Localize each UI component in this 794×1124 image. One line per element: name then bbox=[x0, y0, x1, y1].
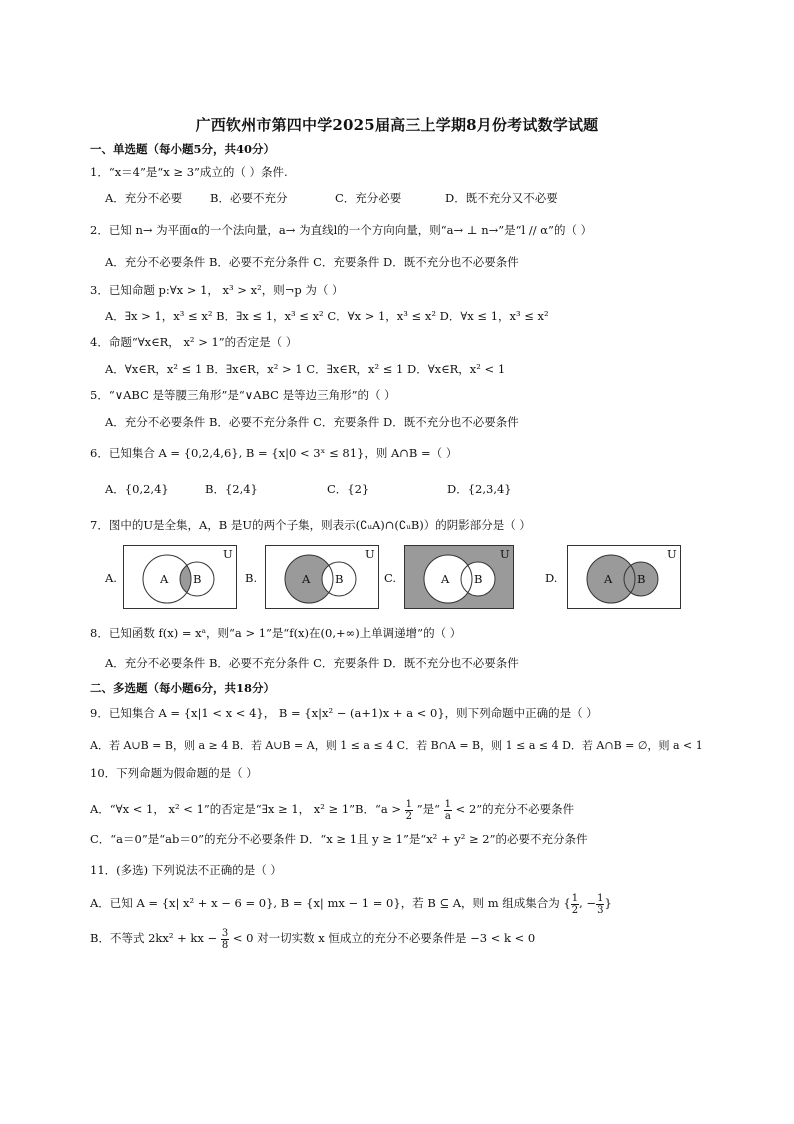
question-10-option-cd: C．“a＝0”是“ab＝0”的充分不必要条件 D．“x ≥ 1且 y ≥ 1”是“x² + y² ≥ 2”的必要不充分条件 bbox=[90, 832, 588, 846]
question-3-options: A．∃x > 1，x³ ≤ x² B．∃x ≤ 1，x³ ≤ x² C．∀x > 1，x³ ≤ x² D．∀x ≤ 1，x³ ≤ x² bbox=[105, 309, 549, 323]
q10-fraction-half bbox=[405, 799, 413, 822]
venn-a-set-a: A bbox=[160, 572, 169, 586]
fraction-denominator: 3 bbox=[597, 904, 604, 916]
question-10-option-ab bbox=[90, 795, 574, 823]
venn-a-set-b: B bbox=[193, 572, 202, 586]
question-5-stem: 5．“∨ABC 是等腰三角形”是“∨ABC 是等边三角形”的（ ） bbox=[90, 388, 396, 402]
question-2-stem: 2．已知 n→ 为平面α的一个法向量，a→ 为直线l的一个方向向量，则“a→ ⊥ n→”是“l // α”的（ ） bbox=[90, 223, 593, 237]
question-4-stem: 4．命题“∀x∈R， x² > 1”的否定是（ ） bbox=[90, 335, 298, 349]
venn-b-set-u: U bbox=[365, 547, 375, 561]
q7-option-b-label: B. bbox=[245, 571, 258, 585]
venn-c-set-a: A bbox=[441, 572, 450, 586]
venn-d-set-b: B bbox=[637, 572, 646, 586]
fraction-numerator: 1 bbox=[571, 892, 579, 904]
q1-option-b: B．必要不充分 bbox=[210, 191, 288, 205]
section-single-choice: 一、单选题（每小题5分，共40分） bbox=[90, 142, 276, 156]
fraction-denominator: 2 bbox=[571, 904, 579, 916]
question-9-options: A．若 A∪B = B，则 a ≥ 4 B．若 A∪B = A，则 1 ≤ a ≤ 4 C．若 B∩A = B，则 1 ≤ a ≤ 4 D．若 A∩B = ∅，则 a < 1 bbox=[90, 739, 703, 752]
q1-option-d: D．既不充分又不必要 bbox=[445, 191, 558, 205]
q7-option-d-label: D. bbox=[545, 571, 558, 585]
q6-option-b: B．{2,4} bbox=[205, 482, 258, 496]
q1-option-a: A．充分不必要 bbox=[105, 191, 183, 205]
question-3-stem: 3．已知命题 p:∀x > 1， x³ > x²，则¬p 为（ ） bbox=[90, 283, 344, 297]
question-11-option-a bbox=[90, 889, 612, 917]
venn-a-set-u: U bbox=[223, 547, 233, 561]
venn-d-set-u: U bbox=[667, 547, 677, 561]
question-8-options: A．充分不必要条件 B．必要不充分条件 C．充要条件 D．既不充分也不必要条件 bbox=[105, 656, 519, 670]
venn-b-set-b: B bbox=[335, 572, 344, 586]
q10-option-b-tail: < 2”的充分不必要条件 bbox=[455, 802, 575, 816]
venn-diagram-c bbox=[404, 545, 514, 609]
q6-option-d: D．{2,3,4} bbox=[447, 482, 512, 496]
fraction-denominator: a bbox=[444, 810, 451, 822]
q10-option-b-mid: ”是“ bbox=[416, 802, 440, 816]
question-10-stem: 10．下列命题为假命题的是（ ） bbox=[90, 766, 258, 780]
venn-diagram-d bbox=[567, 545, 681, 609]
question-9-stem: 9．已知集合 A = {x|1 < x < 4}， B = {x|x² − (a+1)x + a < 0}，则下列命题中正确的是（ ） bbox=[90, 706, 598, 720]
question-4-options: A．∀x∈R，x² ≤ 1 B．∃x∈R，x² > 1 C．∃x∈R，x² ≤ 1 D．∀x∈R，x² < 1 bbox=[105, 362, 506, 376]
q11-option-a-mid: , − bbox=[579, 896, 597, 910]
venn-c-set-b: B bbox=[474, 572, 483, 586]
fraction-numerator: 1 bbox=[405, 798, 413, 810]
section-multiple-choice: 二、多选题（每小题6分，共18分） bbox=[90, 681, 276, 695]
fraction-numerator: 1 bbox=[444, 798, 451, 810]
question-11-stem: 11．(多选) 下列说法不正确的是（ ） bbox=[90, 863, 282, 877]
venn-diagram-a bbox=[123, 545, 237, 609]
question-7-stem: 7．图中的U是全集，A，B 是U的两个子集，则表示(∁ᵤA)∩(∁ᵤB)）的阴影部分是（ ） bbox=[90, 518, 531, 532]
q10-option-a-text: A．“∀x < 1， x² < 1”的否定是“∃x ≥ 1， x² ≥ 1”B．“a > bbox=[90, 802, 402, 816]
question-5-options: A．充分不必要条件 B．必要不充分条件 C．充要条件 D．既不充分也不必要条件 bbox=[105, 415, 519, 429]
question-1-stem: 1．“x＝4”是“x ≥ 3”成立的（ ）条件. bbox=[90, 165, 288, 179]
q11-fraction-three-eighths bbox=[221, 928, 229, 951]
venn-diagram-b bbox=[265, 545, 379, 609]
fraction-denominator: 2 bbox=[405, 810, 413, 822]
venn-b-set-a: A bbox=[302, 572, 311, 586]
q6-option-c: C．{2} bbox=[327, 482, 370, 496]
q11-fraction-half bbox=[571, 893, 579, 916]
q11-option-a-text: A．已知 A = {x| x² + x − 6 = 0}, B = {x| mx − 1 = 0}，若 B ⊆ A，则 m 组成集合为 { bbox=[90, 896, 571, 910]
fraction-denominator: 8 bbox=[221, 939, 229, 951]
question-2-options: A．充分不必要条件 B．必要不充分条件 C．充要条件 D．既不充分也不必要条件 bbox=[105, 255, 519, 269]
question-11-option-b bbox=[90, 924, 535, 952]
question-6-stem: 6．已知集合 A = {0,2,4,6}, B = {x|0 < 3ˣ ≤ 81}，则 A∩B =（ ） bbox=[90, 446, 458, 460]
exam-title: 广西钦州市第四中学2025届高三上学期8月份考试数学试题 bbox=[195, 116, 599, 134]
venn-c-set-u: U bbox=[500, 547, 510, 561]
q11-option-a-tail: } bbox=[604, 896, 612, 910]
q10-fraction-one-over-a bbox=[444, 799, 452, 822]
fraction-numerator: 3 bbox=[221, 927, 229, 939]
q11-option-b-tail: < 0 对一切实数 x 恒成立的充分不必要条件是 −3 < k < 0 bbox=[232, 931, 536, 945]
q6-option-a: A．{0,2,4} bbox=[105, 482, 169, 496]
q11-option-b-text: B．不等式 2kx² + kx − bbox=[90, 931, 218, 945]
q1-option-c: C．充分必要 bbox=[335, 191, 402, 205]
q7-option-c-label: C. bbox=[384, 571, 397, 585]
question-8-stem: 8．已知函数 f(x) = xᵃ，则“a > 1”是“f(x)在(0,+∞)上单调递增”的（ ） bbox=[90, 626, 462, 640]
venn-d-set-a: A bbox=[604, 572, 613, 586]
fraction-numerator: 1 bbox=[597, 892, 604, 904]
q7-option-a-label: A. bbox=[105, 571, 117, 585]
